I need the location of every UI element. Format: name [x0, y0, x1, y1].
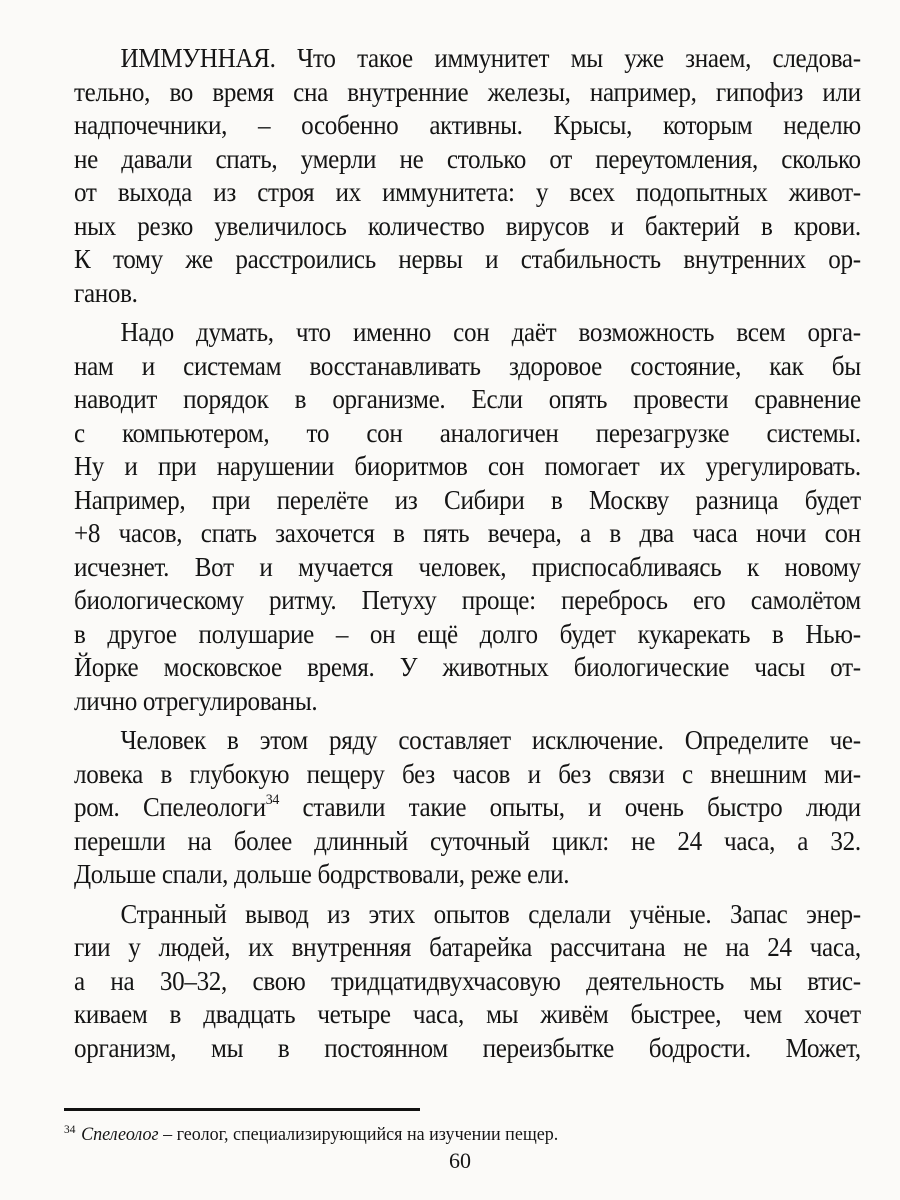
text-line: Надо думать, что именно сон даёт возможность всем орга-	[120, 317, 861, 347]
text-line: ганов.	[74, 277, 138, 308]
text-line: Дольше спали, дольше бодрствовали, реже ели.	[74, 859, 570, 889]
text-line: +8 часов, спать захочется в пять вечера, а в два часа ночи сон	[74, 518, 861, 548]
paragraph-strange-conclusion	[74, 898, 861, 1066]
text-line: организм, мы в постоянном переизбытке бодрости. Может,	[74, 1032, 861, 1063]
text-line: ИММУННАЯ. Что такое иммунитет мы уже знаем, следова-	[120, 43, 861, 73]
text-line: перешли на более длинный суточный цикл: не 24 часа, а 32.	[74, 825, 861, 856]
text-line: Ну и при нарушении биоритмов сон помогает их урегулировать.	[74, 451, 861, 481]
footnote-term: Спелеолог	[81, 1124, 159, 1145]
text-line: от выхода из строя их иммунитета: у всех подопытных живот-	[74, 177, 861, 207]
text-segment: ставили такие опыты, и очень быстро люди	[279, 792, 861, 822]
footnote-reference[interactable]: 34	[265, 792, 280, 808]
text-line: гии у людей, их внутренняя батарейка рассчитана не на 24 часа,	[74, 932, 861, 962]
page-number: 60	[449, 1148, 471, 1173]
paragraph-immune	[74, 42, 861, 310]
text-line: надпочечники, – особенно активны. Крысы, которым неделю	[74, 110, 861, 140]
text-line: тельно, во время сна внутренние железы, например, гипофиз или	[74, 76, 861, 107]
text-line: в другое полушарие – он ещё долго будет кукарекать в Нью-	[74, 618, 861, 649]
text-line: ных резко увеличилось количество вирусов и бактерий в крови.	[74, 210, 861, 241]
footnote-divider	[64, 1108, 420, 1111]
text-line: Йорке московское время. У животных биологические часы от-	[74, 652, 861, 682]
text-segment: ром. Спелеологи	[74, 792, 266, 822]
text-line: Например, при перелёте из Сибири в Москву разница будет	[74, 484, 861, 515]
footnote-definition: – геолог, специализирующийся на изучении пещер.	[158, 1124, 559, 1145]
paragraph-human-exception	[74, 724, 861, 892]
text-line: Странный вывод из этих опытов сделали учёные. Запас энер-	[120, 898, 861, 929]
text-line: киваем в двадцать четыре часа, мы живём быстрее, чем хочет	[74, 999, 861, 1029]
text-line: а на 30–32, свою тридцатидвухчасовую деятельность мы втис-	[74, 965, 861, 996]
paragraph-sleep-restores	[74, 316, 861, 718]
page-body	[74, 42, 861, 1065]
text-line: не давали спать, умерли не столько от переутомления, сколько	[74, 143, 861, 174]
text-line: Человек в этом ряду составляет исключение. Определите че-	[120, 725, 861, 755]
text-line: К тому же расстроились нервы и стабильность внутренних ор-	[74, 244, 861, 274]
text-line: с компьютером, то сон аналогичен перезагрузке системы.	[74, 417, 861, 448]
footnote-number: 34	[64, 1122, 76, 1136]
text-line: наводит порядок в организме. Если опять провести сравнение	[74, 384, 861, 414]
text-line	[74, 791, 861, 825]
text-line: лично отрегулированы.	[74, 685, 318, 716]
footnote	[64, 1124, 558, 1146]
text-line: нам и системам восстанавливать здоровое состояние, как бы	[74, 350, 861, 381]
text-line: ловека в глубокую пещеру без часов и без связи с внешним ми-	[74, 758, 861, 789]
text-line: исчезнет. Вот и мучается человек, приспосабливаясь к новому	[74, 551, 861, 582]
text-line: биологическому ритму. Петуху проще: перебрось его самолётом	[74, 585, 861, 615]
